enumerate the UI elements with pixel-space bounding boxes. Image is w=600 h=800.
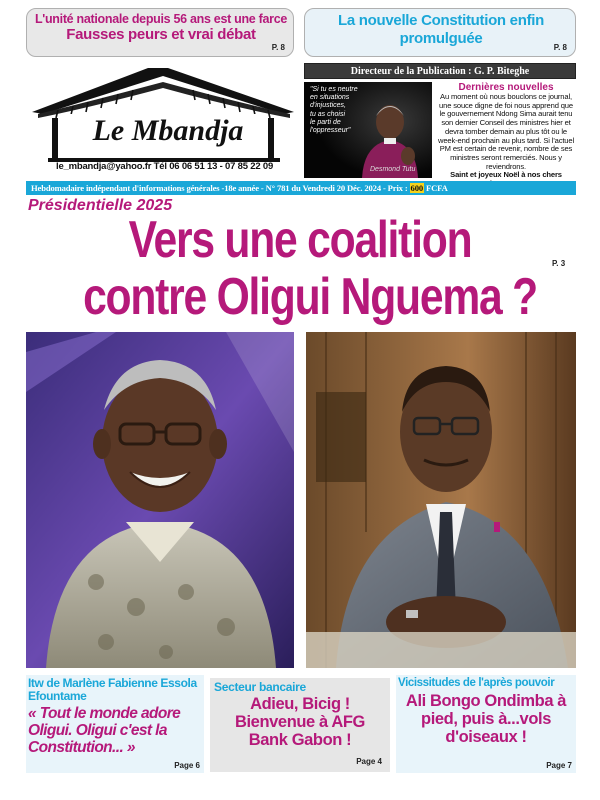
teaser-line1: L'unité nationale depuis 56 ans est une farce xyxy=(34,12,288,26)
teaser-page: P. 8 xyxy=(271,43,285,52)
photo-right xyxy=(306,332,576,668)
teaser-line2: promulguée xyxy=(399,30,483,47)
teaser-kicker: Vicissitudes de l'après pouvoir xyxy=(398,677,555,689)
teaser-page: Page 4 xyxy=(356,757,382,766)
info-bar xyxy=(26,181,576,195)
info-bar-text xyxy=(26,181,576,195)
politician-portrait-right xyxy=(306,332,576,668)
teaser-title: Adieu, Bicig ! Bienvenue à AFG Bank Gabon ! xyxy=(234,695,365,749)
news-closing: Saint et joyeux Noël à nos chers xyxy=(450,170,562,180)
teaser-page: P. 8 xyxy=(553,43,567,52)
teaser-quote: « Tout le monde adore Oligui. Oligui c'est la Constitution... » xyxy=(28,705,181,756)
teaser-page: Page 6 xyxy=(174,761,200,770)
headline-kicker: Présidentielle 2025 xyxy=(28,197,173,214)
quote-author: Desmond Tutu xyxy=(370,166,416,173)
bottom-teaser-3 xyxy=(396,675,576,773)
teaser-line2: Fausses peurs et vrai débat xyxy=(66,26,256,43)
director-bar xyxy=(304,63,576,79)
news-title: Dernières nouvelles xyxy=(458,82,554,93)
logo-text: Le Mbandja xyxy=(92,114,244,147)
quote-line: tu as choisi xyxy=(310,110,346,118)
price-value: 600 xyxy=(410,183,423,193)
teaser-kicker: Secteur bancaire xyxy=(214,680,306,694)
teaser-box-constitution xyxy=(304,8,576,57)
politician-portrait-left xyxy=(26,332,294,668)
quote-line: d'injustices, xyxy=(310,102,346,110)
bottom-teaser-2 xyxy=(210,678,390,772)
teaser-box-unite-nationale xyxy=(26,8,294,57)
news-body: Au moment où nous bouclons ce journal, une souce digne de foi nous apprend que le gouvernement Ndong Sima aurait tenu son dernier Conseil des ministres hier et devra tomber demain au plus tôt ou le week-end prochain au plus tard. Si l'actuel PM est certain de revenir, nombre de ses ministres seront remerciés. Nous y reviendrons. xyxy=(438,92,574,171)
quote-photo xyxy=(304,82,432,178)
price-currency: FCFA xyxy=(426,183,448,193)
headline-page: P. 3 xyxy=(552,259,566,268)
quote-line: "Si tu es neutre xyxy=(310,86,358,93)
quote-text xyxy=(310,86,370,135)
quote-line: l'oppresseur" xyxy=(310,127,351,135)
teaser-title: Ali Bongo Ondimba à pied, puis à...vols d'oiseaux ! xyxy=(405,692,567,746)
quote-line: le parti de xyxy=(310,118,341,126)
teaser-kicker: Itw de Marlène Fabienne Essola Efountame xyxy=(28,676,197,703)
masthead-logo xyxy=(28,62,298,172)
headline-line1: Vers une coalition xyxy=(128,211,472,269)
bottom-teaser-1 xyxy=(26,675,204,773)
photo-left xyxy=(26,332,294,668)
edition-info: Hebdomadaire indépendant d'informations générales -18e année - N° 781 du Vendredi 20 Déc. 2024 - Prix : xyxy=(31,183,408,193)
quote-line: en situations xyxy=(310,94,350,102)
news-brief xyxy=(436,82,576,182)
director-text: Directeur de la Publication : G. P. Biteghe xyxy=(350,66,530,77)
teaser-page: Page 7 xyxy=(546,761,572,770)
headline-line2: contre Oligui Nguema ? xyxy=(83,268,537,326)
teaser-line1: La nouvelle Constitution enfin xyxy=(338,12,544,29)
contact-line: le_mbandja@yahoo.fr Tél 06 06 51 13 - 07 85 22 09 xyxy=(56,161,274,172)
